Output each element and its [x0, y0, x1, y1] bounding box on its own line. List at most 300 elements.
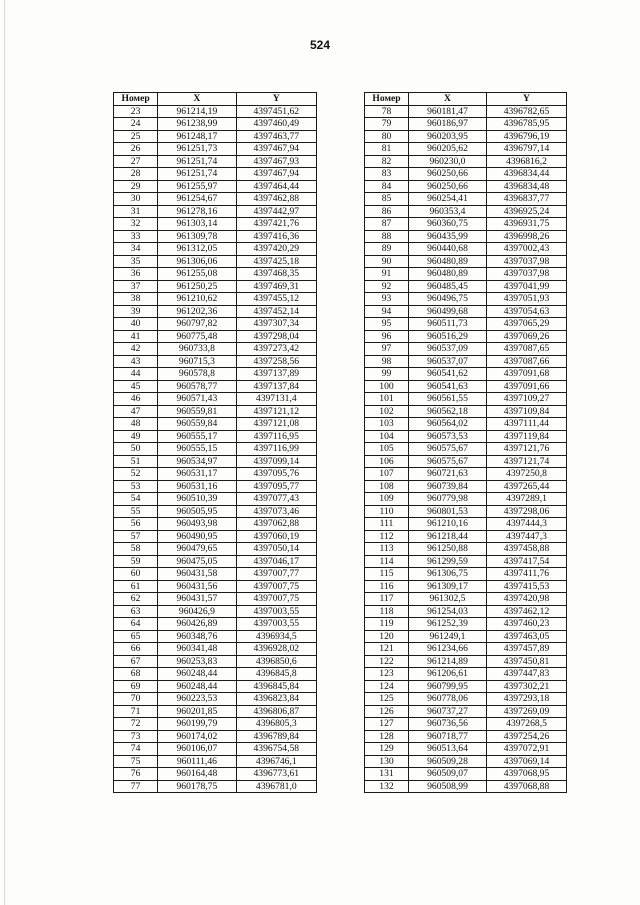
cell-x: 960431,57	[158, 593, 236, 606]
table-row	[365, 705, 567, 718]
cell-number: 65	[114, 630, 158, 643]
cell-x: 960248,44	[158, 680, 236, 693]
cell-number: 32	[114, 218, 158, 231]
cell-x: 960739,84	[409, 480, 487, 493]
cell-x: 960431,58	[158, 568, 236, 581]
cell-number: 112	[365, 530, 409, 543]
table-row	[365, 605, 567, 618]
cell-number: 47	[114, 405, 158, 418]
table-row	[114, 230, 317, 243]
cell-y: 4397062,88	[236, 518, 316, 531]
table-row	[114, 643, 317, 656]
cell-x: 960715,3	[158, 355, 236, 368]
cell-x: 960505,95	[158, 505, 236, 518]
table-row	[114, 618, 317, 631]
table-row	[114, 755, 317, 768]
table-row	[365, 480, 567, 493]
cell-y: 4396806,87	[236, 705, 316, 718]
table-row	[365, 580, 567, 593]
cell-number: 49	[114, 430, 158, 443]
cell-y: 4397121,12	[236, 405, 316, 418]
cell-x: 960801,53	[409, 505, 487, 518]
table-row	[114, 693, 317, 706]
cell-y: 4397452,14	[236, 305, 316, 318]
cell-y: 4397463,77	[236, 130, 316, 143]
cell-y: 4397091,66	[487, 380, 567, 393]
cell-x: 960516,29	[409, 330, 487, 343]
cell-x: 961306,75	[409, 568, 487, 581]
cell-y: 4397298,04	[236, 330, 316, 343]
cell-x: 960797,82	[158, 318, 236, 331]
cell-y: 4397095,76	[236, 468, 316, 481]
cell-y: 4397269,09	[487, 705, 567, 718]
header-y: Y	[236, 93, 316, 106]
cell-y: 4397116,99	[236, 443, 316, 456]
cell-number: 86	[365, 205, 409, 218]
table-row	[365, 430, 567, 443]
cell-y: 4397451,62	[236, 105, 316, 118]
table-row	[365, 593, 567, 606]
table-row	[365, 118, 567, 131]
cell-number: 40	[114, 318, 158, 331]
cell-x: 960431,56	[158, 580, 236, 593]
cell-y: 4397109,27	[487, 393, 567, 406]
cell-x: 960223,53	[158, 693, 236, 706]
cell-y: 4397116,95	[236, 430, 316, 443]
cell-number: 30	[114, 193, 158, 206]
cell-y: 4397462,88	[236, 193, 316, 206]
table-row	[365, 443, 567, 456]
cell-number: 97	[365, 343, 409, 356]
cell-y: 4397137,84	[236, 380, 316, 393]
table-row	[114, 193, 317, 206]
cell-x: 960181,47	[409, 105, 487, 118]
cell-y: 4396845,84	[236, 680, 316, 693]
cell-number: 35	[114, 255, 158, 268]
header-y: Y	[487, 93, 567, 106]
table-row	[365, 393, 567, 406]
cell-x: 961218,44	[409, 530, 487, 543]
table-header-row	[114, 93, 317, 106]
cell-number: 29	[114, 180, 158, 193]
table-row	[114, 218, 317, 231]
cell-y: 4397007,77	[236, 568, 316, 581]
cell-number: 57	[114, 530, 158, 543]
cell-number: 84	[365, 180, 409, 193]
table-row	[114, 718, 317, 731]
cell-number: 90	[365, 255, 409, 268]
cell-y: 4396998,26	[487, 230, 567, 243]
cell-x: 960493,98	[158, 518, 236, 531]
cell-number: 107	[365, 468, 409, 481]
cell-number: 96	[365, 330, 409, 343]
cell-y: 4397467,93	[236, 155, 316, 168]
cell-y: 4396805,3	[236, 718, 316, 731]
coordinates-table-right	[364, 92, 567, 793]
cell-y: 4397417,54	[487, 555, 567, 568]
cell-y: 4396850,6	[236, 655, 316, 668]
cell-y: 4397087,66	[487, 355, 567, 368]
cell-y: 4397060,19	[236, 530, 316, 543]
table-row	[365, 493, 567, 506]
table-row	[114, 393, 317, 406]
cell-number: 78	[365, 105, 409, 118]
cell-number: 37	[114, 280, 158, 293]
cell-number: 72	[114, 718, 158, 731]
table-row	[114, 430, 317, 443]
cell-x: 960475,05	[158, 555, 236, 568]
table-row	[365, 130, 567, 143]
cell-y: 4397003,55	[236, 605, 316, 618]
cell-y: 4397450,81	[487, 655, 567, 668]
cell-x: 960531,17	[158, 468, 236, 481]
table-row	[365, 330, 567, 343]
table-row	[365, 468, 567, 481]
cell-x: 960779,98	[409, 493, 487, 506]
cell-x: 960353,4	[409, 205, 487, 218]
cell-y: 4397111,44	[487, 418, 567, 431]
cell-x: 960499,68	[409, 305, 487, 318]
cell-y: 4397447,83	[487, 668, 567, 681]
page-number: 524	[309, 38, 331, 52]
cell-number: 67	[114, 655, 158, 668]
cell-y: 4397095,77	[236, 480, 316, 493]
table-row	[114, 280, 317, 293]
table-row	[114, 555, 317, 568]
cell-x: 960253,83	[158, 655, 236, 668]
table-row	[365, 518, 567, 531]
cell-number: 59	[114, 555, 158, 568]
table-row	[114, 255, 317, 268]
cell-y: 4397420,29	[236, 243, 316, 256]
cell-y: 4396931,75	[487, 218, 567, 231]
cell-x: 960435,99	[409, 230, 487, 243]
cell-x: 960537,07	[409, 355, 487, 368]
cell-x: 960186,97	[409, 118, 487, 131]
cell-number: 25	[114, 130, 158, 143]
cell-number: 109	[365, 493, 409, 506]
cell-x: 960571,43	[158, 393, 236, 406]
cell-x: 960559,84	[158, 418, 236, 431]
cell-number: 41	[114, 330, 158, 343]
table-row	[114, 580, 317, 593]
cell-number: 71	[114, 705, 158, 718]
cell-number: 28	[114, 168, 158, 181]
cell-y: 4397265,44	[487, 480, 567, 493]
cell-x: 960573,53	[409, 430, 487, 443]
cell-number: 43	[114, 355, 158, 368]
cell-y: 4397464,44	[236, 180, 316, 193]
cell-y: 4397119,84	[487, 430, 567, 443]
cell-number: 52	[114, 468, 158, 481]
cell-x: 960496,75	[409, 293, 487, 306]
table-row	[365, 643, 567, 656]
table-row	[365, 355, 567, 368]
cell-x: 960426,89	[158, 618, 236, 631]
cell-number: 81	[365, 143, 409, 156]
cell-y: 4397293,18	[487, 693, 567, 706]
cell-number: 39	[114, 305, 158, 318]
cell-x: 960254,41	[409, 193, 487, 206]
table-row	[114, 655, 317, 668]
cell-number: 36	[114, 268, 158, 281]
table-row	[365, 743, 567, 756]
cell-x: 960509,07	[409, 768, 487, 781]
cell-y: 4397072,91	[487, 743, 567, 756]
cell-y: 4396845,8	[236, 668, 316, 681]
cell-x: 960111,46	[158, 755, 236, 768]
cell-y: 4397068,88	[487, 780, 567, 793]
cell-x: 960341,48	[158, 643, 236, 656]
cell-number: 98	[365, 355, 409, 368]
cell-number: 88	[365, 230, 409, 243]
cell-y: 4397041,99	[487, 280, 567, 293]
cell-x: 961255,97	[158, 180, 236, 193]
cell-x: 961254,03	[409, 605, 487, 618]
cell-number: 63	[114, 605, 158, 618]
cell-number: 60	[114, 568, 158, 581]
table-row	[114, 418, 317, 431]
cell-x: 961312,05	[158, 243, 236, 256]
cell-y: 4397037,98	[487, 268, 567, 281]
table-row	[365, 380, 567, 393]
cell-x: 960578,8	[158, 368, 236, 381]
cell-x: 960490,95	[158, 530, 236, 543]
table-row	[114, 143, 317, 156]
table-row	[114, 268, 317, 281]
cell-number: 23	[114, 105, 158, 118]
cell-y: 4397444,3	[487, 518, 567, 531]
cell-x: 961251,73	[158, 143, 236, 156]
cell-number: 102	[365, 405, 409, 418]
cell-number: 100	[365, 380, 409, 393]
cell-y: 4396782,65	[487, 105, 567, 118]
cell-y: 4397425,18	[236, 255, 316, 268]
cell-x: 960541,63	[409, 380, 487, 393]
cell-number: 118	[365, 605, 409, 618]
table-row	[365, 155, 567, 168]
cell-number: 91	[365, 268, 409, 281]
cell-x: 960534,97	[158, 455, 236, 468]
cell-number: 58	[114, 543, 158, 556]
cell-x: 961238,99	[158, 118, 236, 131]
cell-x: 961250,25	[158, 280, 236, 293]
header-x: X	[409, 93, 487, 106]
cell-y: 4397463,05	[487, 630, 567, 643]
cell-y: 4397442,97	[236, 205, 316, 218]
cell-y: 4396925,24	[487, 205, 567, 218]
cell-y: 4397460,23	[487, 618, 567, 631]
cell-y: 4397137,89	[236, 368, 316, 381]
cell-x: 961214,89	[409, 655, 487, 668]
cell-number: 87	[365, 218, 409, 231]
cell-x: 961206,61	[409, 668, 487, 681]
table-row	[114, 443, 317, 456]
table-row	[114, 293, 317, 306]
header-x: X	[158, 93, 236, 106]
cell-number: 105	[365, 443, 409, 456]
cell-number: 61	[114, 580, 158, 593]
cell-y: 4396781,0	[236, 780, 316, 793]
cell-y: 4397468,35	[236, 268, 316, 281]
table-row	[365, 143, 567, 156]
cell-number: 27	[114, 155, 158, 168]
cell-x: 961214,19	[158, 105, 236, 118]
cell-number: 120	[365, 630, 409, 643]
cell-y: 4397121,08	[236, 418, 316, 431]
cell-number: 127	[365, 718, 409, 731]
cell-y: 4397054,63	[487, 305, 567, 318]
table-row	[365, 618, 567, 631]
cell-x: 961309,17	[409, 580, 487, 593]
cell-number: 45	[114, 380, 158, 393]
cell-x: 960250,66	[409, 180, 487, 193]
table-row	[365, 780, 567, 793]
cell-x: 961202,36	[158, 305, 236, 318]
table-row	[114, 468, 317, 481]
cell-y: 4397254,26	[487, 730, 567, 743]
table-row	[114, 355, 317, 368]
table-row	[365, 343, 567, 356]
cell-number: 77	[114, 780, 158, 793]
cell-y: 4396789,84	[236, 730, 316, 743]
cell-number: 113	[365, 543, 409, 556]
cell-x: 960203,95	[409, 130, 487, 143]
cell-y: 4397462,12	[487, 605, 567, 618]
cell-x: 960201,85	[158, 705, 236, 718]
cell-number: 116	[365, 580, 409, 593]
cell-y: 4397007,75	[236, 580, 316, 593]
table-row	[114, 530, 317, 543]
table-row	[114, 605, 317, 618]
cell-number: 53	[114, 480, 158, 493]
cell-x: 960106,07	[158, 743, 236, 756]
table-row	[365, 680, 567, 693]
cell-number: 83	[365, 168, 409, 181]
table-row	[365, 105, 567, 118]
cell-y: 4397002,43	[487, 243, 567, 256]
cell-y: 4397307,34	[236, 318, 316, 331]
cell-number: 66	[114, 643, 158, 656]
cell-number: 34	[114, 243, 158, 256]
cell-number: 73	[114, 730, 158, 743]
cell-x: 960205,62	[409, 143, 487, 156]
cell-x: 960511,73	[409, 318, 487, 331]
table-row	[365, 505, 567, 518]
cell-x: 960509,28	[409, 755, 487, 768]
table-row	[114, 568, 317, 581]
table-row	[365, 218, 567, 231]
cell-y: 4396837,77	[487, 193, 567, 206]
cell-y: 4396797,14	[487, 143, 567, 156]
cell-y: 4397091,68	[487, 368, 567, 381]
cell-y: 4397469,31	[236, 280, 316, 293]
cell-number: 117	[365, 593, 409, 606]
table-row	[365, 530, 567, 543]
cell-y: 4397467,94	[236, 143, 316, 156]
cell-number: 64	[114, 618, 158, 631]
cell-x: 961303,14	[158, 218, 236, 231]
cell-x: 961254,67	[158, 193, 236, 206]
cell-y: 4397421,76	[236, 218, 316, 231]
cell-x: 960199,79	[158, 718, 236, 731]
cell-x: 960555,15	[158, 443, 236, 456]
cell-x: 960531,16	[158, 480, 236, 493]
cell-y: 4396823,84	[236, 693, 316, 706]
cell-y: 4396785,95	[487, 118, 567, 131]
cell-number: 38	[114, 293, 158, 306]
cell-y: 4396816,2	[487, 155, 567, 168]
coordinates-table-left	[113, 92, 317, 793]
cell-y: 4397007,75	[236, 593, 316, 606]
cell-number: 94	[365, 305, 409, 318]
table-row	[365, 318, 567, 331]
table-row	[114, 168, 317, 181]
table-row	[114, 493, 317, 506]
cell-x: 960561,55	[409, 393, 487, 406]
cell-number: 31	[114, 205, 158, 218]
table-row	[114, 305, 317, 318]
cell-y: 4397046,17	[236, 555, 316, 568]
cell-number: 50	[114, 443, 158, 456]
cell-number: 106	[365, 455, 409, 468]
table-row	[114, 730, 317, 743]
cell-y: 4397250,8	[487, 468, 567, 481]
cell-y: 4397073,46	[236, 505, 316, 518]
cell-x: 960360,75	[409, 218, 487, 231]
cell-number: 62	[114, 593, 158, 606]
cell-y: 4397298,06	[487, 505, 567, 518]
cell-number: 79	[365, 118, 409, 131]
cell-number: 108	[365, 480, 409, 493]
cell-y: 4397458,88	[487, 543, 567, 556]
cell-x: 960718,77	[409, 730, 487, 743]
cell-x: 960555,17	[158, 430, 236, 443]
table-row	[365, 230, 567, 243]
cell-number: 82	[365, 155, 409, 168]
cell-x: 960513,64	[409, 743, 487, 756]
cell-x: 960537,09	[409, 343, 487, 356]
cell-x: 960578,77	[158, 380, 236, 393]
table-row	[365, 193, 567, 206]
cell-number: 123	[365, 668, 409, 681]
cell-x: 960178,75	[158, 780, 236, 793]
table-row	[365, 305, 567, 318]
cell-x: 961248,17	[158, 130, 236, 143]
cell-x: 960480,89	[409, 268, 487, 281]
cell-x: 960248,44	[158, 668, 236, 681]
cell-y: 4396928,02	[236, 643, 316, 656]
cell-y: 4397065,29	[487, 318, 567, 331]
cell-y: 4397003,55	[236, 618, 316, 631]
table-row	[365, 180, 567, 193]
cell-y: 4396834,48	[487, 180, 567, 193]
cell-number: 56	[114, 518, 158, 531]
cell-x: 960479,65	[158, 543, 236, 556]
cell-y: 4397087,65	[487, 343, 567, 356]
table-body-right	[365, 105, 567, 793]
cell-number: 124	[365, 680, 409, 693]
cell-number: 46	[114, 393, 158, 406]
cell-y: 4397415,53	[487, 580, 567, 593]
cell-x: 960426,9	[158, 605, 236, 618]
table-row	[365, 718, 567, 731]
cell-x: 960541,62	[409, 368, 487, 381]
table-row	[114, 705, 317, 718]
cell-number: 44	[114, 368, 158, 381]
cell-y: 4397289,1	[487, 493, 567, 506]
table-header-row	[365, 93, 567, 106]
